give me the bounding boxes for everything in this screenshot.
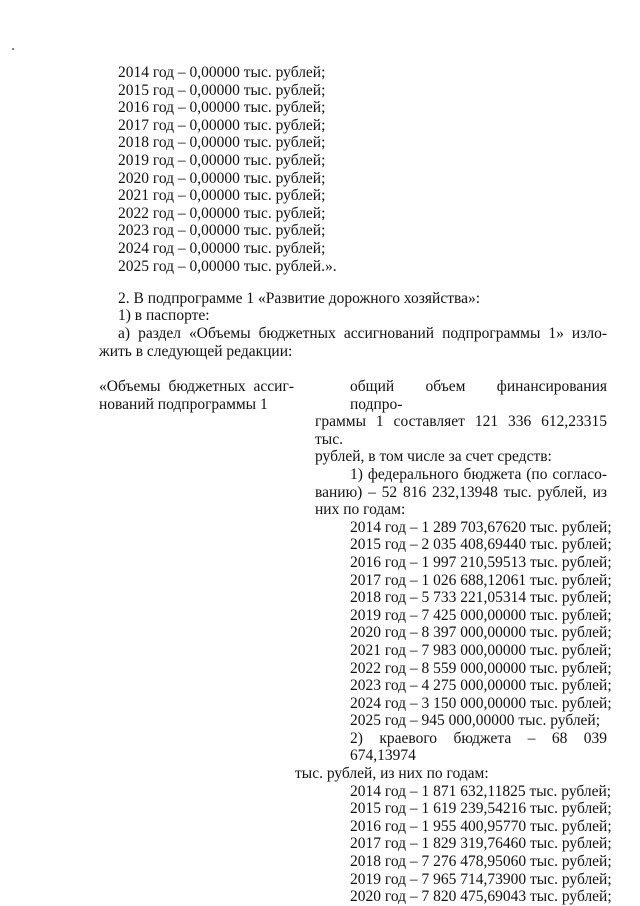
left-cell-line: нований подпрограммы 1 [99, 395, 268, 413]
list-item: 2015 год – 0,00000 тыс. рублей; [118, 81, 326, 99]
right-cell-line: 1) федерального бюджета (по согласо- [350, 465, 607, 483]
list-item: 2017 год – 1 026 688,12061 тыс. рублей; [350, 571, 612, 589]
right-cell-line: рублей, в том числе за счет средств: [315, 448, 552, 466]
list-item: 2025 год – 0,00000 тыс. рублей.». [118, 257, 337, 275]
item-a-line1: а) раздел «Объемы бюджетных ассигнований подпрограммы 1» изло- [118, 325, 607, 342]
list-item: 2015 год – 1 619 239,54216 тыс. рублей; [350, 800, 612, 818]
list-item: 2017 год – 0,00000 тыс. рублей; [118, 116, 326, 134]
list-item: 2018 год – 5 733 221,05314 тыс. рублей; [350, 589, 612, 607]
list-item: 2014 год – 1 289 703,67620 тыс. рублей; [350, 518, 612, 536]
right-cell-line: граммы 1 составляет 121 336 612,23315 тыс. [315, 413, 607, 448]
top-years-list [118, 64, 337, 275]
table-right-cell [295, 378, 612, 906]
item-1: 1) в паспорте: [118, 307, 210, 324]
right-cell-line: ванию) – 52 816 232,13948 тыс. рублей, из [315, 483, 607, 501]
list-item: 2020 год – 8 397 000,00000 тыс. рублей; [350, 624, 612, 642]
federal-years-list [315, 518, 612, 730]
list-item: 2014 год – 0,00000 тыс. рублей; [118, 64, 326, 81]
list-item: 2025 год – 945 000,00000 тыс. рублей; [350, 712, 601, 730]
list-item: 2019 год – 7 965 714,73900 тыс. рублей; [350, 870, 612, 888]
list-item: 2024 год – 0,00000 тыс. рублей; [118, 239, 326, 257]
list-item: 2018 год – 7 276 478,95060 тыс. рублей; [350, 853, 612, 871]
list-item: 2016 год – 1 955 400,95770 тыс. рублей; [350, 817, 612, 835]
list-item: 2018 год – 0,00000 тыс. рублей; [118, 134, 326, 152]
list-item: 2023 год – 4 275 000,00000 тыс. рублей; [350, 677, 612, 695]
list-item: 2021 год – 7 983 000,00000 тыс. рублей; [350, 641, 612, 659]
list-item: 2024 год – 3 150 000,00000 тыс. рублей; [350, 694, 612, 712]
list-item: 2017 год – 1 829 319,76460 тыс. рублей; [350, 835, 612, 853]
list-item: 2023 год – 0,00000 тыс. рублей; [118, 222, 326, 240]
item-a-line2: жить в следующей редакции: [99, 343, 293, 360]
regional-line: 2) краевого бюджета – 68 039 674,13974 [350, 729, 607, 765]
right-cell-line: общий объем финансирования подпро- [350, 378, 607, 413]
list-item: 2015 год – 2 035 408,69440 тыс. рублей; [350, 536, 612, 554]
list-item: 2014 год – 1 871 632,11825 тыс. рублей; [350, 782, 612, 800]
list-item: 2020 год – 0,00000 тыс. рублей; [118, 169, 326, 187]
list-item: 2021 год – 0,00000 тыс. рублей; [118, 187, 326, 205]
left-cell-line: «Объемы бюджетных ассиг- [99, 378, 294, 395]
scan-mark [12, 48, 14, 50]
table-left-cell [99, 378, 294, 413]
list-item: 2019 год – 7 425 000,00000 тыс. рублей; [350, 606, 612, 624]
right-cell-line: них по годам: [315, 501, 406, 519]
list-item: 2019 год – 0,00000 тыс. рублей; [118, 151, 326, 169]
list-item: 2022 год – 0,00000 тыс. рублей; [118, 204, 326, 222]
list-item: 2016 год – 0,00000 тыс. рублей; [118, 99, 326, 117]
list-item: 2016 год – 1 997 210,59513 тыс. рублей; [350, 553, 612, 571]
regional-years-list [315, 782, 612, 906]
section-heading: 2. В подпрограмме 1 «Развитие дорожного хозяйства»: [118, 290, 481, 307]
list-item: 2022 год – 8 559 000,00000 тыс. рублей; [350, 659, 612, 677]
list-item: 2020 год – 7 820 475,69043 тыс. рублей; [350, 888, 612, 906]
regional-line: тыс. рублей, из них по годам: [295, 765, 489, 783]
